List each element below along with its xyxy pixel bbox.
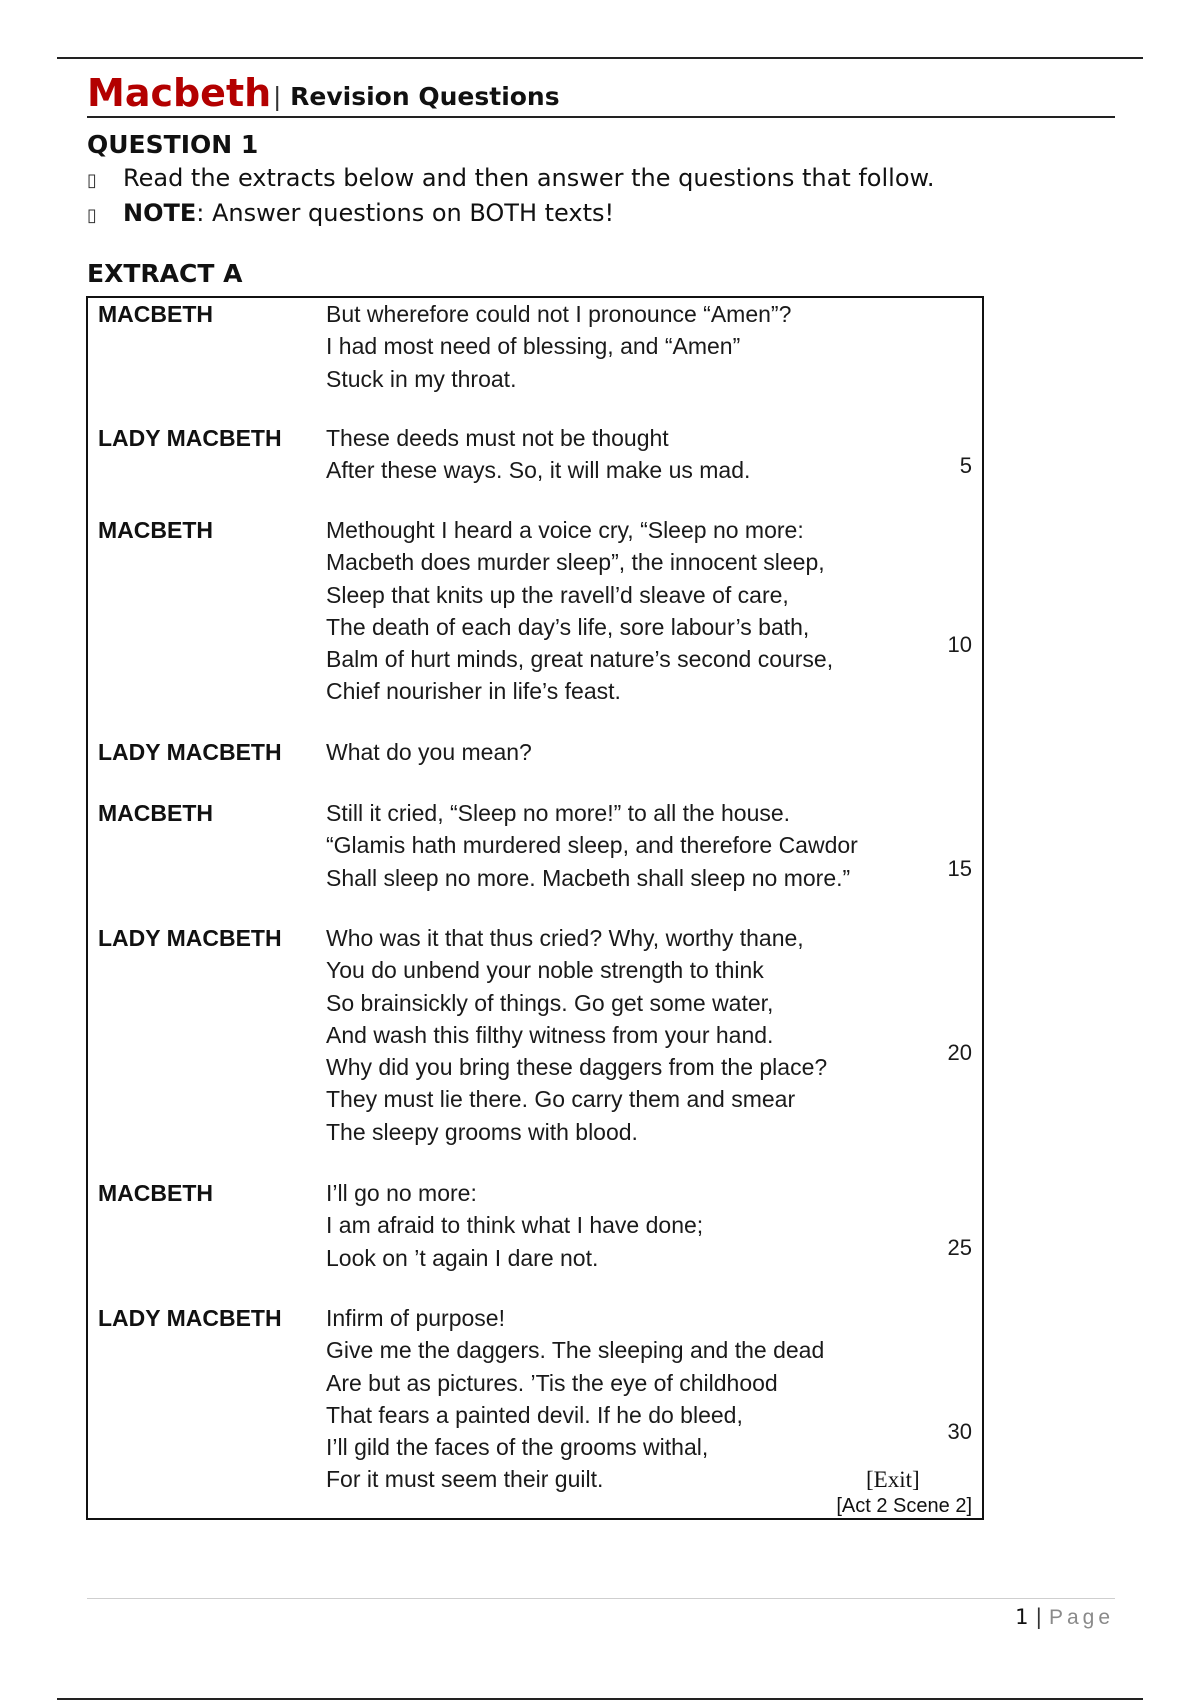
instruction-text: Read the extracts below and then answer the questions that follow. [123,164,935,192]
verse-line: I am afraid to think what I have done; [326,1212,704,1239]
document-title: Macbeth [87,71,272,115]
verse-line: Infirm of purpose! [326,1305,505,1331]
verse-line: That fears a painted devil. If he do bleed, [326,1401,743,1428]
verse-line: But wherefore could not I pronounce “Amen”? [326,301,792,327]
verse-line: Shall sleep no more. Macbeth shall sleep no more.” [326,864,851,891]
speaker-name: MACBETH [98,800,213,826]
line-number: 10 [947,632,972,657]
verse-line: What do you mean? [326,739,532,765]
page-label: Page [1048,1606,1114,1629]
speaker-name: LADY MACBETH [98,925,282,951]
act-scene-reference: [Act 2 Scene 2] [836,1495,972,1517]
instruction-bold: NOTE [123,199,197,227]
instruction-item [87,162,935,197]
verse-line: Stuck in my throat. [326,365,517,392]
verse-line: Why did you bring these daggers from the place? [326,1054,828,1081]
speaker-name: LADY MACBETH [98,425,282,451]
document-header [87,70,1115,118]
verse-line: Chief nourisher in life’s feast. [326,678,621,705]
speaker-name: MACBETH [98,301,213,327]
extract-title: EXTRACT A [87,259,243,288]
title-separator: | [273,82,282,111]
bullet-icon: ▯ [87,170,97,191]
page-number-value: 1 [1015,1605,1029,1629]
speech-lines [326,1177,703,1274]
verse-line: Are but as pictures. ’Tis the eye of childhood [326,1369,778,1396]
verse-line: I’ll gild the faces of the grooms withal, [326,1434,709,1461]
speaker-name: MACBETH [98,1180,213,1206]
verse-line: Give me the daggers. The sleeping and the dead [326,1337,825,1364]
verse-line: You do unbend your noble strength to think [326,957,764,984]
speech-lines [326,736,532,768]
verse-line: Balm of hurt minds, great nature’s second course, [326,646,834,673]
verse-line: And wash this filthy witness from your hand. [326,1021,774,1048]
line-number: 20 [947,1040,972,1065]
speaker-name: MACBETH [98,517,213,543]
speech-lines [326,922,827,1148]
instruction-text: : Answer questions on BOTH texts! [196,199,615,227]
verse-line: Look on ’t again I dare not. [326,1244,599,1271]
bullet-icon: ▯ [87,205,97,226]
verse-line: After these ways. So, it will make us mad. [326,457,751,484]
verse-line: Who was it that thus cried? Why, worthy thane, [326,925,804,951]
line-number: 15 [947,856,972,881]
extract-box [86,296,984,1520]
footer-rule [87,1598,1115,1599]
verse-line: “Glamis hath murdered sleep, and therefore Cawdor [326,832,858,859]
verse-line: Still it cried, “Sleep no more!” to all the house. [326,800,791,826]
line-number: 30 [947,1419,972,1444]
verse-line: I had most need of blessing, and “Amen” [326,333,741,360]
line-number: 25 [947,1235,972,1260]
verse-line: I’ll go no more: [326,1180,477,1206]
speaker-name: LADY MACBETH [98,739,282,765]
verse-line: So brainsickly of things. Go get some water, [326,989,774,1016]
verse-line: Macbeth does murder sleep”, the innocent sleep, [326,549,825,576]
line-number: 5 [959,453,972,478]
verse-line: They must lie there. Go carry them and smear [326,1086,796,1113]
speech-lines [326,298,791,395]
verse-line: These deeds must not be thought [326,425,669,451]
speech-lines [326,797,858,894]
verse-line: The sleepy grooms with blood. [326,1118,638,1145]
instruction-list [87,162,935,232]
verse-line: The death of each day’s life, sore labour’s bath, [326,613,810,640]
verse-line: Sleep that knits up the ravell’d sleave of care, [326,581,789,608]
instruction-item [87,197,935,232]
speaker-name: LADY MACBETH [98,1305,282,1331]
stage-direction-exit: [Exit] [866,1467,920,1492]
top-rule [57,57,1143,59]
page-number [1015,1602,1114,1633]
verse-line: For it must seem their guilt. [326,1466,604,1493]
document-subtitle [273,82,560,112]
question-title: QUESTION 1 [87,130,259,159]
speech-lines [326,514,833,708]
subtitle-text: Revision Questions [290,82,560,111]
speech-lines [326,422,750,487]
page-separator: | [1035,1605,1043,1629]
speech-lines [326,1302,824,1496]
verse-line: Methought I heard a voice cry, “Sleep no more: [326,517,804,543]
